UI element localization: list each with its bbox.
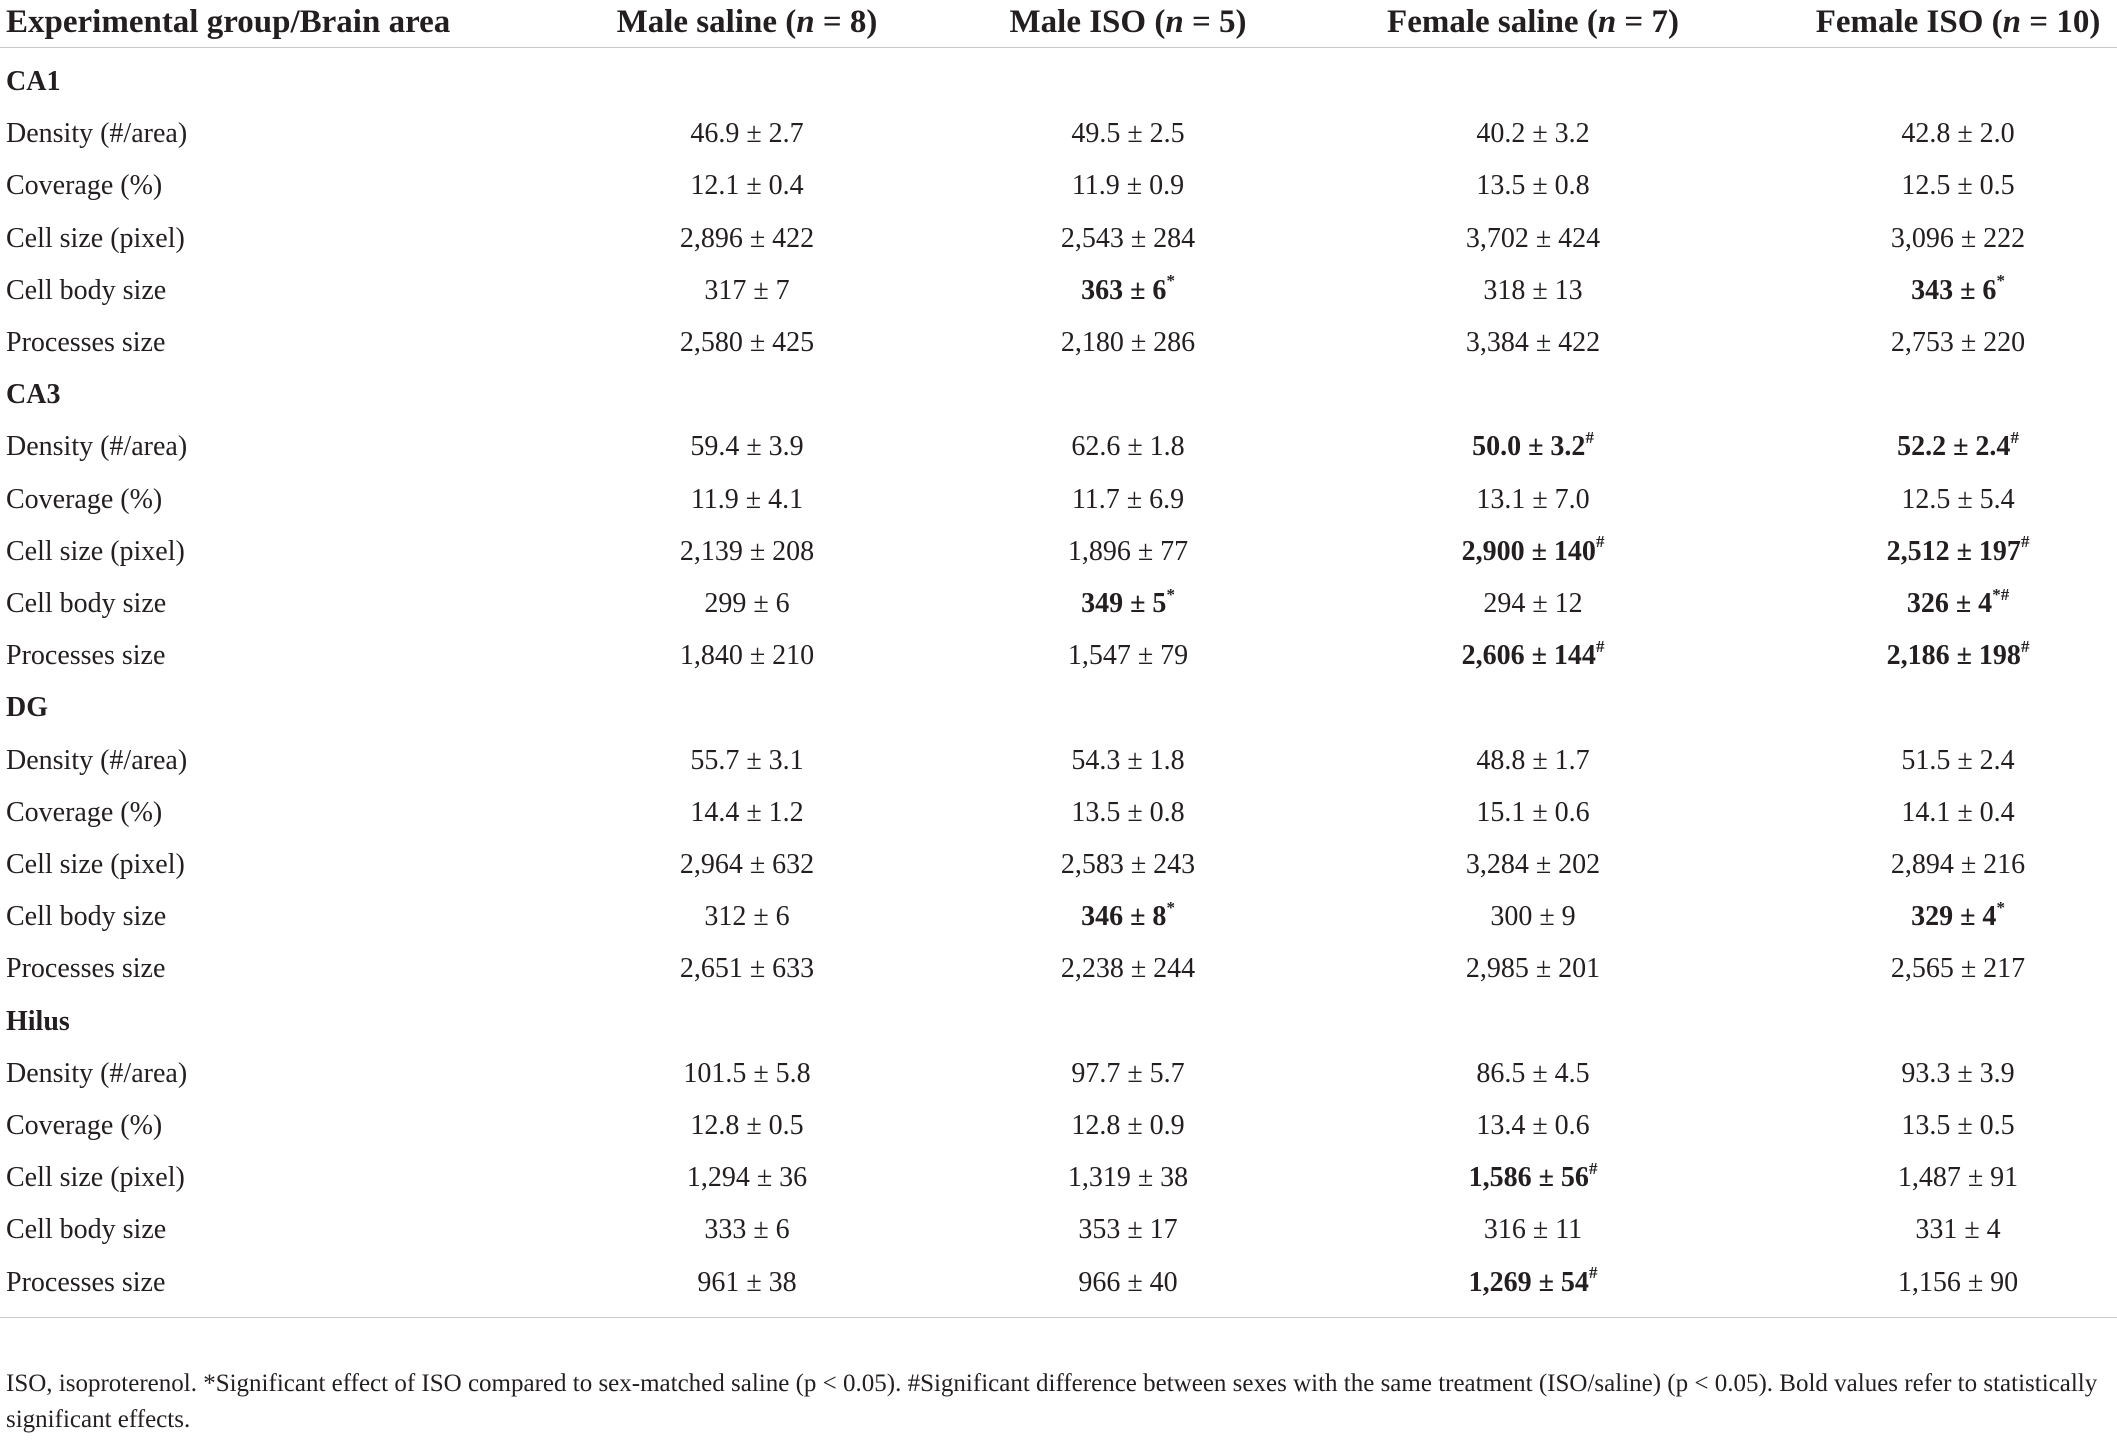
cell-value: 2,186 ± 198 bbox=[1886, 640, 2021, 672]
header-rule bbox=[0, 47, 2117, 48]
cell-value: 2,580 ± 425 bbox=[679, 327, 815, 358]
section-row bbox=[0, 682, 2117, 734]
table-cell bbox=[577, 943, 917, 995]
significance-marker: # bbox=[2010, 428, 2019, 448]
table-cell bbox=[1363, 1204, 1703, 1256]
table-row bbox=[0, 213, 2117, 265]
table-cell bbox=[1363, 1152, 1703, 1204]
table-row bbox=[0, 265, 2117, 317]
table-cell bbox=[958, 943, 1298, 995]
table-row bbox=[0, 1257, 2117, 1309]
section-row bbox=[0, 56, 2117, 108]
table-cell bbox=[1788, 421, 2117, 473]
table-cell bbox=[577, 787, 917, 839]
row-label: Processes size bbox=[6, 327, 166, 358]
table-cell bbox=[1788, 839, 2117, 891]
row-label: Density (#/area) bbox=[6, 1057, 188, 1089]
cell-value: 343 ± 6 bbox=[1911, 274, 1997, 306]
cell-value: 329 ± 4 bbox=[1911, 901, 1997, 933]
cell-value: 2,651 ± 633 bbox=[679, 953, 815, 985]
table-cell bbox=[958, 474, 1298, 526]
column-header: Male saline (n = 8) bbox=[616, 4, 878, 40]
section-row bbox=[0, 369, 2117, 421]
table-cell bbox=[958, 891, 1298, 943]
table-row bbox=[0, 943, 2117, 995]
row-label: Cell size (pixel) bbox=[6, 849, 185, 880]
table-cell bbox=[1363, 213, 1703, 265]
cell-value: 1,269 ± 54 bbox=[1468, 1266, 1589, 1298]
significance-marker: # bbox=[2020, 636, 2030, 656]
significance-marker: * bbox=[1166, 584, 1175, 604]
cell-value: 363 ± 6 bbox=[1081, 274, 1167, 306]
table-cell bbox=[1363, 526, 1703, 578]
section-label: Hilus bbox=[6, 1005, 70, 1037]
table-row bbox=[0, 1100, 2117, 1152]
table-cell bbox=[958, 630, 1298, 682]
table-footnote: ISO, isoproterenol. *Significant effect of ISO compared to sex-matched saline (p < 0.05). #Significant difference between sexes with the same treatment (ISO/saline) (p < 0.05). Bold values refer to statistically significant effects. bbox=[6, 1370, 2098, 1433]
table-cell bbox=[1363, 839, 1703, 891]
section-label: CA1 bbox=[6, 66, 61, 97]
table-cell bbox=[1363, 630, 1703, 682]
cell-value: 59.4 ± 3.9 bbox=[690, 431, 804, 463]
cell-value: 300 ± 9 bbox=[1490, 901, 1576, 933]
row-label: Density (#/area) bbox=[6, 744, 188, 776]
table-row bbox=[0, 421, 2117, 473]
table-cell bbox=[1788, 891, 2117, 943]
table-cell bbox=[958, 265, 1298, 317]
table-cell bbox=[1788, 735, 2117, 787]
significance-marker: * bbox=[1996, 897, 2005, 917]
table-cell bbox=[1363, 108, 1703, 160]
table-row bbox=[0, 1048, 2117, 1100]
table-cell bbox=[577, 1152, 917, 1204]
table-cell bbox=[1363, 891, 1703, 943]
table-row bbox=[0, 474, 2117, 526]
significance-marker: * bbox=[1166, 897, 1175, 917]
cell-value: 1,294 ± 36 bbox=[686, 1162, 808, 1194]
table-cell bbox=[577, 160, 917, 212]
table-row bbox=[0, 1152, 2117, 1204]
table-row bbox=[0, 891, 2117, 943]
cell-value: 2,900 ± 140 bbox=[1461, 535, 1596, 567]
table-cell bbox=[577, 1257, 917, 1309]
row-label: Cell body size bbox=[6, 274, 167, 306]
table-cell bbox=[577, 265, 917, 317]
table-row bbox=[0, 735, 2117, 787]
cell-value: 318 ± 13 bbox=[1483, 274, 1583, 306]
cell-value: 2,753 ± 220 bbox=[1890, 327, 2026, 358]
cell-value: 2,180 ± 286 bbox=[1060, 327, 1196, 358]
cell-value: 2,583 ± 243 bbox=[1060, 849, 1196, 880]
table-cell bbox=[577, 317, 917, 369]
cell-value: 15.1 ± 0.6 bbox=[1476, 796, 1590, 828]
significance-marker: * bbox=[1996, 271, 2005, 291]
table-cell bbox=[1788, 943, 2117, 995]
cell-value: 49.5 ± 2.5 bbox=[1071, 118, 1185, 150]
cell-value: 3,096 ± 222 bbox=[1890, 222, 2026, 254]
table-cell bbox=[577, 526, 917, 578]
cell-value: 11.7 ± 6.9 bbox=[1071, 483, 1185, 515]
table-row bbox=[0, 317, 2117, 369]
table-cell bbox=[1788, 265, 2117, 317]
table-cell bbox=[1788, 1152, 2117, 1204]
table-cell bbox=[577, 1100, 917, 1152]
table-cell bbox=[1363, 317, 1703, 369]
table-cell bbox=[958, 213, 1298, 265]
table-cell bbox=[958, 578, 1298, 630]
significance-marker: # bbox=[2020, 532, 2030, 552]
table-cell bbox=[1363, 474, 1703, 526]
table-row bbox=[0, 160, 2117, 212]
footer-rule bbox=[0, 1317, 2117, 1318]
table-cell bbox=[1788, 160, 2117, 212]
table-cell bbox=[577, 474, 917, 526]
sample-size-symbol: n bbox=[1597, 4, 1617, 40]
cell-value: 966 ± 40 bbox=[1078, 1266, 1178, 1298]
cell-value: 1,586 ± 56 bbox=[1468, 1162, 1589, 1194]
cell-value: 2,896 ± 422 bbox=[679, 222, 815, 254]
row-label: Cell body size bbox=[6, 588, 167, 619]
cell-value: 42.8 ± 2.0 bbox=[1901, 118, 2015, 150]
table-cell bbox=[1788, 317, 2117, 369]
cell-value: 101.5 ± 5.8 bbox=[683, 1057, 811, 1089]
table-cell bbox=[577, 1204, 917, 1256]
cell-value: 2,894 ± 216 bbox=[1890, 849, 2026, 880]
cell-value: 51.5 ± 2.4 bbox=[1901, 744, 2015, 776]
table-cell bbox=[1788, 1048, 2117, 1100]
cell-value: 13.5 ± 0.8 bbox=[1071, 796, 1185, 828]
table-cell bbox=[1363, 578, 1703, 630]
table-cell bbox=[1788, 213, 2117, 265]
table-cell bbox=[1788, 787, 2117, 839]
cell-value: 13.5 ± 0.5 bbox=[1901, 1110, 2015, 1141]
cell-value: 11.9 ± 0.9 bbox=[1071, 170, 1185, 202]
table-cell bbox=[1788, 1204, 2117, 1256]
cell-value: 3,384 ± 422 bbox=[1465, 327, 1601, 358]
cell-value: 93.3 ± 3.9 bbox=[1901, 1057, 2015, 1089]
cell-value: 13.4 ± 0.6 bbox=[1476, 1110, 1590, 1141]
cell-value: 12.8 ± 0.9 bbox=[1071, 1110, 1185, 1141]
cell-value: 97.7 ± 5.7 bbox=[1071, 1057, 1185, 1089]
cell-value: 346 ± 8 bbox=[1081, 901, 1167, 933]
table-cell bbox=[1788, 630, 2117, 682]
cell-value: 62.6 ± 1.8 bbox=[1071, 431, 1185, 463]
table-row bbox=[0, 787, 2117, 839]
row-label: Coverage (%) bbox=[6, 170, 163, 202]
cell-value: 3,284 ± 202 bbox=[1465, 849, 1601, 880]
row-label: Cell body size bbox=[6, 901, 167, 933]
table-cell bbox=[577, 578, 917, 630]
table-cell bbox=[958, 160, 1298, 212]
table-cell bbox=[577, 1048, 917, 1100]
significance-marker: # bbox=[1588, 1263, 1598, 1283]
table-cell bbox=[1363, 1257, 1703, 1309]
cell-value: 1,156 ± 90 bbox=[1897, 1266, 2019, 1298]
table-cell bbox=[1788, 1257, 2117, 1309]
cell-value: 316 ± 11 bbox=[1483, 1214, 1583, 1246]
section-row bbox=[0, 996, 2117, 1048]
table-row bbox=[0, 1204, 2117, 1256]
table-cell bbox=[958, 735, 1298, 787]
table-cell bbox=[1363, 160, 1703, 212]
table-cell bbox=[577, 108, 917, 160]
row-label: Coverage (%) bbox=[6, 796, 163, 828]
cell-value: 3,702 ± 424 bbox=[1465, 222, 1601, 254]
cell-value: 1,547 ± 79 bbox=[1067, 640, 1189, 672]
cell-value: 312 ± 6 bbox=[704, 901, 790, 933]
table-cell bbox=[577, 630, 917, 682]
table-cell bbox=[1363, 421, 1703, 473]
table-cell bbox=[1788, 474, 2117, 526]
table-cell bbox=[958, 1048, 1298, 1100]
cell-value: 353 ± 17 bbox=[1078, 1214, 1178, 1246]
sample-size-symbol: n bbox=[796, 4, 815, 40]
row-label: Density (#/area) bbox=[6, 118, 188, 150]
cell-value: 2,139 ± 208 bbox=[679, 535, 815, 567]
cell-value: 2,565 ± 217 bbox=[1890, 953, 2026, 985]
cell-value: 2,238 ± 244 bbox=[1060, 953, 1196, 985]
cell-value: 12.1 ± 0.4 bbox=[690, 170, 804, 202]
cell-value: 1,840 ± 210 bbox=[679, 640, 815, 672]
table-cell bbox=[1788, 578, 2117, 630]
cell-value: 299 ± 6 bbox=[704, 588, 790, 619]
row-label: Processes size bbox=[6, 953, 166, 985]
table-row bbox=[0, 578, 2117, 630]
table-row bbox=[0, 630, 2117, 682]
table-cell bbox=[1788, 1100, 2117, 1152]
table-cell bbox=[958, 108, 1298, 160]
cell-value: 1,319 ± 38 bbox=[1067, 1162, 1189, 1194]
cell-value: 54.3 ± 1.8 bbox=[1071, 744, 1185, 776]
cell-value: 52.2 ± 2.4 bbox=[1897, 431, 2011, 463]
cell-value: 12.5 ± 0.5 bbox=[1901, 170, 2015, 202]
table-cell bbox=[1788, 526, 2117, 578]
cell-value: 48.8 ± 1.7 bbox=[1476, 744, 1590, 776]
cell-value: 86.5 ± 4.5 bbox=[1476, 1057, 1590, 1089]
row-label: Cell body size bbox=[6, 1214, 167, 1246]
row-label: Processes size bbox=[6, 1266, 166, 1298]
significance-marker: # bbox=[1585, 428, 1594, 448]
cell-value: 12.8 ± 0.5 bbox=[690, 1110, 804, 1141]
sample-size-symbol: n bbox=[2002, 4, 2022, 40]
column-header: Male ISO (n = 5) bbox=[1009, 4, 1247, 40]
cell-value: 40.2 ± 3.2 bbox=[1476, 118, 1590, 150]
table-cell bbox=[958, 526, 1298, 578]
cell-value: 11.9 ± 4.1 bbox=[690, 483, 804, 515]
cell-value: 46.9 ± 2.7 bbox=[690, 118, 804, 150]
table-cell bbox=[958, 839, 1298, 891]
cell-value: 1,896 ± 77 bbox=[1067, 535, 1189, 567]
section-label: CA3 bbox=[6, 379, 61, 411]
cell-value: 2,512 ± 197 bbox=[1886, 535, 2021, 567]
significance-marker: *# bbox=[1992, 584, 2010, 604]
sample-size-symbol: n bbox=[1165, 4, 1184, 40]
cell-value: 13.1 ± 7.0 bbox=[1476, 483, 1590, 515]
cell-value: 14.4 ± 1.2 bbox=[690, 796, 804, 828]
cell-value: 55.7 ± 3.1 bbox=[690, 744, 804, 776]
table-cell bbox=[1363, 787, 1703, 839]
cell-value: 14.1 ± 0.4 bbox=[1901, 796, 2015, 828]
significance-marker: # bbox=[1588, 1158, 1598, 1178]
table-cell bbox=[1363, 735, 1703, 787]
table-cell bbox=[958, 1152, 1298, 1204]
cell-value: 961 ± 38 bbox=[697, 1266, 797, 1298]
cell-value: 294 ± 12 bbox=[1483, 588, 1583, 619]
cell-value: 2,985 ± 201 bbox=[1465, 953, 1601, 985]
table-cell bbox=[958, 1204, 1298, 1256]
cell-value: 2,964 ± 632 bbox=[679, 849, 815, 880]
table-cell bbox=[577, 891, 917, 943]
table-cell bbox=[577, 839, 917, 891]
significance-marker: * bbox=[1166, 271, 1175, 291]
row-label: Cell size (pixel) bbox=[6, 1162, 185, 1194]
table-header-row bbox=[0, 0, 2117, 44]
table-cell bbox=[958, 421, 1298, 473]
cell-value: 317 ± 7 bbox=[704, 274, 790, 306]
table-cell bbox=[577, 213, 917, 265]
table-cell bbox=[1363, 1048, 1703, 1100]
table-cell bbox=[958, 1257, 1298, 1309]
row-label: Processes size bbox=[6, 640, 166, 672]
table-row bbox=[0, 526, 2117, 578]
table-cell bbox=[1363, 943, 1703, 995]
table-row bbox=[0, 108, 2117, 160]
cell-value: 331 ± 4 bbox=[1915, 1214, 2001, 1246]
row-label: Coverage (%) bbox=[6, 1110, 163, 1141]
section-label: DG bbox=[6, 692, 48, 724]
table-cell bbox=[577, 735, 917, 787]
cell-value: 1,487 ± 91 bbox=[1897, 1162, 2019, 1194]
column-header: Female saline (n = 7) bbox=[1387, 4, 1679, 40]
table-cell bbox=[1363, 1100, 1703, 1152]
table-cell bbox=[1363, 265, 1703, 317]
row-label: Coverage (%) bbox=[6, 483, 163, 515]
cell-value: 326 ± 4 bbox=[1906, 588, 1993, 619]
row-label: Cell size (pixel) bbox=[6, 222, 185, 254]
cell-value: 349 ± 5 bbox=[1081, 588, 1167, 619]
significance-marker: # bbox=[1595, 532, 1605, 552]
table-cell bbox=[958, 317, 1298, 369]
cell-value: 13.5 ± 0.8 bbox=[1476, 170, 1590, 202]
significance-marker: # bbox=[1595, 636, 1605, 656]
table-cell bbox=[958, 1100, 1298, 1152]
cell-value: 2,606 ± 144 bbox=[1461, 640, 1596, 672]
table-cell bbox=[958, 787, 1298, 839]
column-header: Experimental group/Brain area bbox=[6, 4, 451, 40]
row-label: Cell size (pixel) bbox=[6, 535, 185, 567]
cell-value: 2,543 ± 284 bbox=[1060, 222, 1196, 254]
cell-value: 333 ± 6 bbox=[704, 1214, 790, 1246]
row-label: Density (#/area) bbox=[6, 431, 188, 463]
column-header: Female ISO (n = 10) bbox=[1815, 4, 2101, 40]
table-row bbox=[0, 839, 2117, 891]
table-cell bbox=[577, 421, 917, 473]
cell-value: 12.5 ± 5.4 bbox=[1901, 483, 2015, 515]
table-cell bbox=[1788, 108, 2117, 160]
cell-value: 50.0 ± 3.2 bbox=[1472, 431, 1586, 463]
